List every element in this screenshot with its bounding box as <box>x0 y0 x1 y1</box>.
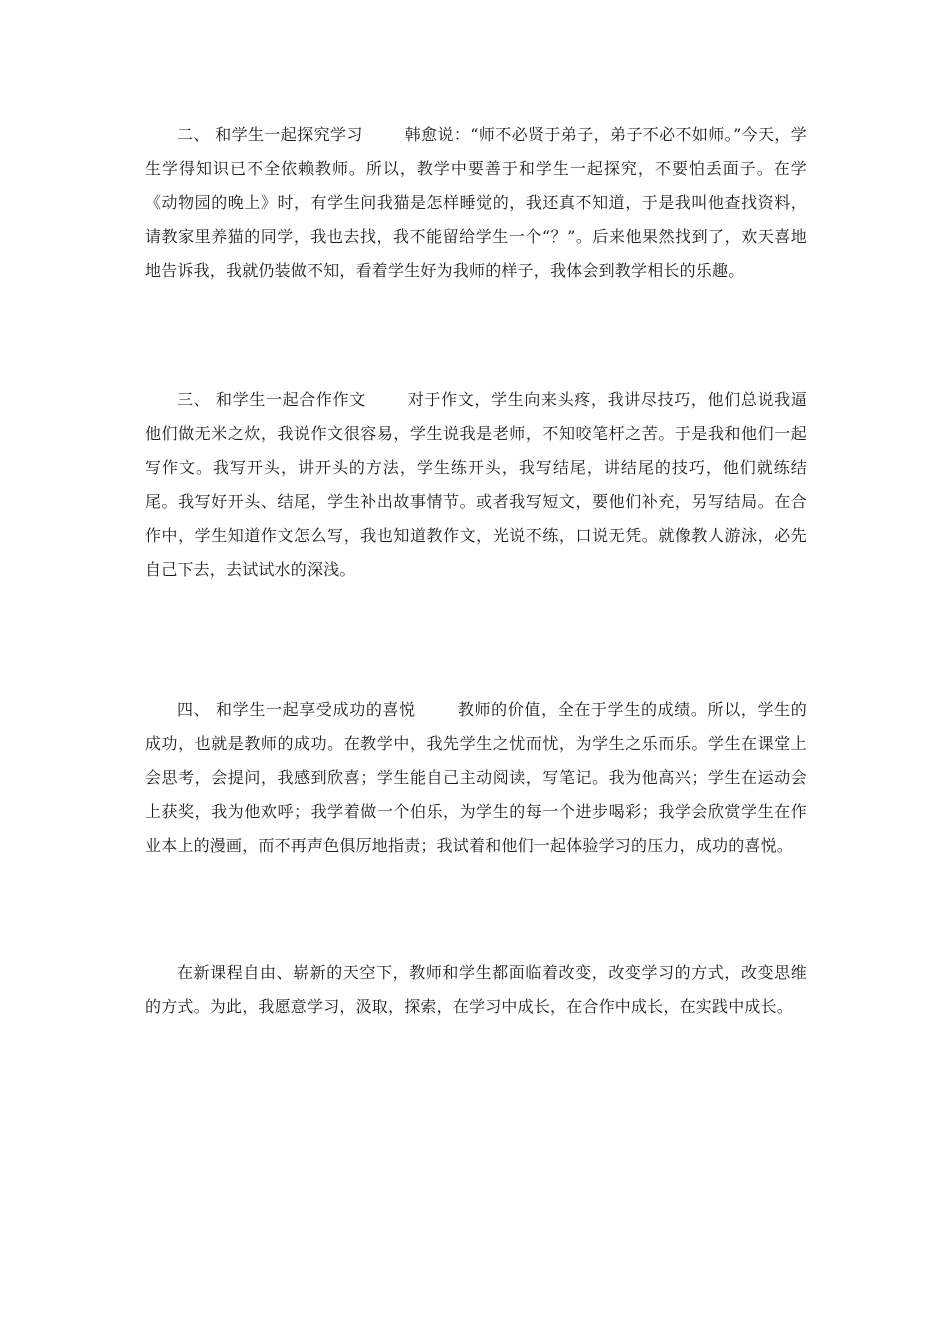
section-heading: 三、 和学生一起合作作文 <box>177 390 366 409</box>
paragraph-cooperative-writing <box>145 383 807 587</box>
paragraph-inquiry-learning <box>145 118 807 288</box>
paragraph-body: 对于作文，学生向来头疼，我讲尽技巧，他们总说我逼他们做无米之炊，我说作文很容易，学生说我是老师，不知咬笔杆之苦。于是我和他们一起写作文。我写开头，讲开头的方法，学生练开头，我写结尾，讲结尾的技巧，他们就练结尾。我写好开头、结尾，学生补出故事情节。或者我写短文，要他们补充，另写结局。在合作中，学生知道作文怎么写，我也知道教作文，光说不练，口说无凭。就像教人游泳，必先自己下去，去试试水的深浅。 <box>145 390 807 579</box>
paragraph-body: 韩愈说：“师不必贤于弟子，弟子不必不如师。”今天，学生学得知识已不全依赖教师。所以，教学中要善于和学生一起探究，不要怕丢面子。在学《动物园的晚上》时，有学生问我猫是怎样睡觉的，我还真不知道，于是我叫他查找资料，请教家里养猫的同学，我也去找，我不能留给学生一个“？”。后来他果然找到了，欢天喜地地告诉我，我就仍装做不知，看着学生好为我师的样子，我体会到教学相长的乐趣。 <box>145 125 807 280</box>
paragraph-conclusion <box>145 956 807 1024</box>
section-heading: 四、 和学生一起享受成功的喜悦 <box>177 700 416 719</box>
paragraph-body: 在新课程自由、崭新的天空下，教师和学生都面临着改变，改变学习的方式，改变思维的方式。为此，我愿意学习，汲取，探索，在学习中成长，在合作中成长，在实践中成长。 <box>145 963 807 1016</box>
paragraph-body: 教师的价值，全在于学生的成绩。所以，学生的成功，也就是教师的成功。在教学中，我先学生之忧而忧，为学生之乐而乐。学生在课堂上会思考，会提问，我感到欣喜；学生能自己主动阅读，写笔记。我为他高兴；学生在运动会上获奖，我为他欢呼；我学着做一个伯乐，为学生的每一个进步喝彩；我学会欣赏学生在作业本上的漫画，而不再声色俱厉地指责；我试着和他们一起体验学习的压力，成功的喜悦。 <box>145 700 808 855</box>
section-heading: 二、 和学生一起探究学习 <box>177 125 363 144</box>
paragraph-sharing-success <box>145 693 807 863</box>
